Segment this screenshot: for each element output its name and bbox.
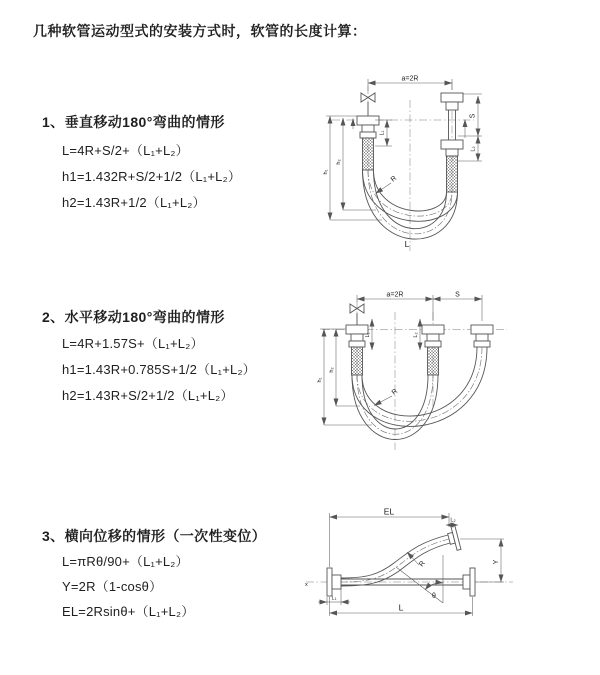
formula-line: Y=2R（1-cosθ）: [62, 579, 163, 594]
diagram-horizontal-180-bend: [312, 288, 592, 458]
hose-braid: [428, 347, 439, 375]
dimension-l1: [318, 587, 350, 605]
dim-label-a2r: a=2R: [401, 75, 419, 83]
dim-label-h1: h₁: [323, 169, 329, 175]
hose-braid: [352, 347, 363, 375]
radius-label: R: [389, 174, 399, 184]
dimension-l2: [446, 518, 458, 526]
left-flange: [327, 568, 341, 596]
dim-label-h2: h₂: [329, 367, 335, 373]
dim-label-h1: h₁: [317, 377, 323, 383]
middle-pipe-fitting: [422, 325, 444, 375]
dim-label-s: S: [469, 113, 477, 119]
diagram-lateral-offset: [298, 505, 598, 650]
formula-line: h2=1.43R+1/2（L₁+L₂）: [62, 195, 206, 210]
radius-callout: [374, 388, 399, 406]
section-2-heading: 2、水平移动180°弯曲的情形: [42, 309, 225, 325]
formula-line: h2=1.43R+S/2+1/2（L₁+L₂）: [62, 388, 234, 403]
dimension-s: [433, 292, 482, 322]
left-pipe-fitting: [346, 325, 368, 375]
dim-label-y: Y: [493, 559, 500, 565]
formula-line: L=4R+1.57S+（L₁+L₂）: [62, 336, 204, 351]
dim-label-a2r: a=2R: [386, 291, 404, 299]
length-label: L: [404, 239, 410, 249]
hose-braid: [363, 138, 374, 170]
dimension-el: [330, 507, 450, 568]
dim-label-l1: L₁: [379, 130, 386, 136]
right-pipe-fitting: [471, 325, 493, 347]
formula-line: h1=1.432R+S/2+1/2（L₁+L₂）: [62, 169, 242, 184]
end-flange: [446, 524, 461, 551]
centerlines: [322, 301, 507, 450]
radius-label: R: [418, 559, 427, 569]
dimension-l1: [365, 319, 372, 350]
valve-icon: [361, 93, 375, 116]
dimension-l: [330, 597, 473, 616]
page-title: 几种软管运动型式的安装方式时，软管的长度计算：: [33, 23, 367, 39]
datum-mark: x: [305, 582, 308, 588]
dim-label-l2: L₂: [413, 332, 419, 338]
dim-label-l2: L₂: [450, 517, 456, 524]
left-pipe-fitting: [357, 116, 379, 170]
formula-line: EL=2Rsinθ+（L₁+L₂）: [62, 604, 195, 619]
dim-label-l: L: [398, 602, 404, 613]
radius-callout: [407, 552, 427, 568]
formula-line: L=πRθ/90+（L₁+L₂）: [62, 554, 189, 569]
diagram-vertical-180-bend: [312, 70, 592, 268]
hose-braid: [447, 156, 458, 192]
theta-label: θ: [432, 593, 436, 600]
formula-line: L=4R+S/2+（L₁+L₂）: [62, 143, 189, 158]
dim-label-el: EL: [383, 506, 395, 517]
dimension-a2r: [368, 76, 452, 92]
radius-label: R: [390, 387, 400, 397]
section-1-heading: 1、垂直移动180°弯曲的情形: [42, 114, 225, 130]
section-3-heading: 3、横向位移的情形（一次性变位）: [42, 528, 267, 544]
dim-label-l2: L₂: [470, 146, 477, 152]
dimension-l2: [413, 319, 420, 350]
formula-line: h1=1.43R+0.785S+1/2（L₁+L₂）: [62, 362, 256, 377]
dim-label-h2: h₂: [336, 159, 342, 165]
right-pipe-fitting: [441, 93, 463, 192]
dim-label-l1: L₁: [365, 332, 371, 338]
dim-label-l1: L₁: [331, 595, 337, 602]
dim-label-s: S: [455, 291, 460, 299]
